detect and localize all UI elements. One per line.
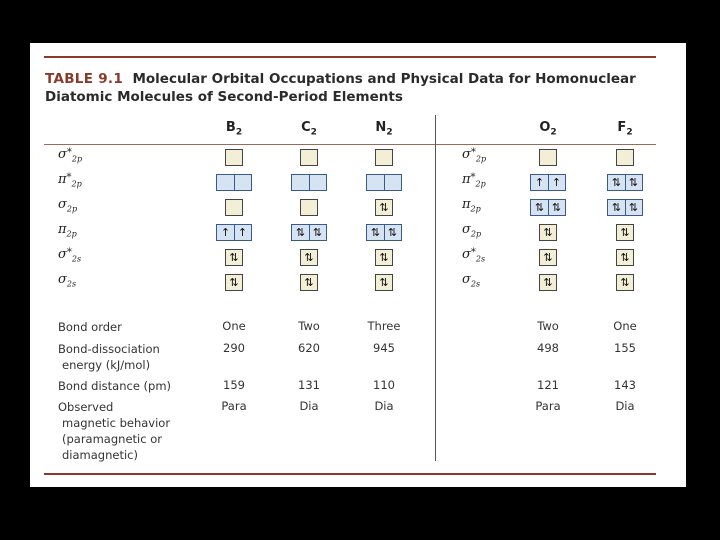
orbital-box-F2-1 [607,174,643,191]
left-orbital-label-4 [58,247,81,264]
bond_distance-label-0: Bond distance (pm) [58,379,172,393]
bond_distance-value-C2: 131 [298,378,320,392]
electron-slot: ⇅ [387,226,398,239]
orbital-subscript: 2s [71,254,82,264]
magnetic-value-N2: Dia [374,399,394,413]
orbital-star: * [470,172,476,183]
bond_order-value-B2: One [222,319,246,333]
magnetic-value-F2: Dia [615,399,635,413]
orbital-symbol: π [58,172,67,187]
right-orbital-label-5 [462,272,480,289]
right-orbital-label-2 [462,197,481,214]
orbital-subscript: 2p [71,154,83,164]
orbital-box-C2-1 [291,174,327,191]
orbital-subscript: 2s [475,254,486,264]
bde-value-F2: 155 [614,341,636,355]
top-rule [44,56,656,58]
molecule-header-F2 [595,120,655,138]
bond_distance-value-B2: 159 [223,378,245,392]
orbital-box-C2-3 [291,224,327,241]
orbital-box-O2-5: ⇅ [539,274,557,291]
orbital-box-C2-5: ⇅ [300,274,318,291]
orbital-symbol: π [462,197,471,212]
orbital-box-N2-3 [366,224,402,241]
bond_order-value-O2: Two [537,319,559,333]
orbital-box-O2-0 [539,149,557,166]
left-orbital-label-2 [58,197,77,214]
orbital-box-B2-0 [225,149,243,166]
orbital-box-B2-3 [216,224,252,241]
molecule-subscript: 2 [235,127,243,138]
molecule-header-C2 [279,120,339,138]
electron-slot: ⇅ [628,201,639,214]
electron-slot: ⇅ [531,200,549,215]
orbital-box-O2-2 [530,199,566,216]
table-title [45,70,636,106]
orbital-subscript: 2p [71,179,82,189]
orbital-symbol: σ [462,247,471,262]
molecule-subscript: 2 [550,127,557,138]
right-orbital-label-4 [462,247,485,264]
orbital-star: * [66,147,72,158]
electron-slot: ⇅ [628,176,639,189]
orbital-box-B2-2 [225,199,243,216]
orbital-symbol: σ [58,197,67,212]
bond_distance-value-N2: 110 [373,378,395,392]
left-orbital-label-3 [58,222,77,239]
molecule-header-O2 [518,120,578,138]
orbital-box-F2-2 [607,199,643,216]
bond_order-value-F2: One [613,319,637,333]
electron-slot [292,175,310,190]
orbital-box-B2-5: ⇅ [225,274,243,291]
orbital-subscript: 2p [66,229,77,239]
orbital-subscript: 2p [475,154,487,164]
left-orbital-label-5 [58,272,76,289]
left-orbital-label-0 [58,147,82,164]
orbital-symbol: σ [462,222,471,237]
molecule-header-B2 [204,120,264,138]
electron-slot [217,175,235,190]
bde-value-C2: 620 [298,341,320,355]
electron-slot [384,175,401,190]
electron-slot: ↑ [551,176,562,189]
magnetic-label-3: diamagnetic) [62,448,138,462]
orbital-symbol: σ [462,147,471,162]
bond_distance-value-F2: 143 [614,378,636,392]
bde-value-B2: 290 [223,341,245,355]
title-line-2: Diatomic Molecules of Second-Period Elements [45,89,403,105]
electron-slot [309,175,326,190]
orbital-subscript: 2s [470,279,481,289]
orbital-subscript: 2p [470,229,482,239]
header-rule [44,144,656,145]
orbital-subscript: 2p [66,204,78,214]
orbital-box-N2-5: ⇅ [375,274,393,291]
magnetic-value-B2: Para [221,399,247,413]
orbital-symbol: π [58,222,67,237]
bde-value-O2: 498 [537,341,559,355]
molecule-symbol: B [225,120,236,135]
electron-slot: ↑ [237,226,248,239]
orbital-symbol: σ [462,272,471,287]
orbital-star: * [470,147,476,158]
slide [30,43,686,487]
bond_order-value-N2: Three [367,319,401,333]
orbital-box-F2-5: ⇅ [616,274,634,291]
right-orbital-label-0 [462,147,486,164]
orbital-box-N2-2: ⇅ [375,199,393,216]
electron-slot: ⇅ [367,225,385,240]
orbital-box-F2-4: ⇅ [616,249,634,266]
electron-slot [367,175,385,190]
bottom-rule [44,473,656,475]
orbital-subscript: 2s [66,279,77,289]
orbital-box-B2-1 [216,174,252,191]
orbital-box-N2-0 [375,149,393,166]
orbital-star: * [66,172,72,183]
magnetic-label-2: (paramagnetic or [62,432,162,446]
orbital-star: * [470,247,476,258]
magnetic-label-0: Observed [58,400,114,414]
orbital-box-C2-2 [300,199,318,216]
bde-label-1: energy (kJ/mol) [62,358,151,372]
orbital-star: * [66,247,72,258]
orbital-box-F2-0 [616,149,634,166]
table-label: TABLE 9.1 [45,71,124,87]
orbital-box-F2-3: ⇅ [616,224,634,241]
column-divider [435,115,436,461]
molecule-symbol: C [301,120,311,135]
right-orbital-label-1 [462,172,486,189]
magnetic-value-C2: Dia [299,399,319,413]
molecule-symbol: F [617,120,627,135]
orbital-symbol: π [462,172,471,187]
bde-value-N2: 945 [373,341,395,355]
orbital-box-C2-0 [300,149,318,166]
orbital-symbol: σ [58,247,67,262]
orbital-box-B2-4: ⇅ [225,249,243,266]
orbital-box-C2-4: ⇅ [300,249,318,266]
electron-slot: ↑ [217,225,235,240]
orbital-symbol: σ [58,272,67,287]
molecule-symbol: N [375,120,387,135]
orbital-box-O2-3: ⇅ [539,224,557,241]
electron-slot: ⇅ [292,225,310,240]
bond_order-label-0: Bond order [58,320,122,334]
electron-slot: ⇅ [608,175,626,190]
bond_order-value-C2: Two [298,319,320,333]
orbital-subscript: 2p [475,179,486,189]
molecule-header-N2 [354,120,414,138]
molecule-symbol: O [539,120,551,135]
orbital-box-O2-1 [530,174,566,191]
electron-slot: ⇅ [312,226,323,239]
molecule-subscript: 2 [310,127,317,138]
orbital-box-O2-4: ⇅ [539,249,557,266]
molecule-subscript: 2 [626,127,633,138]
orbital-subscript: 2p [470,204,481,214]
electron-slot: ↑ [531,175,549,190]
left-orbital-label-1 [58,172,82,189]
magnetic-label-1: magnetic behavior [62,416,171,430]
title-line-1: Molecular Orbital Occupations and Physical Data for Homonuclear [132,71,636,87]
right-orbital-label-3 [462,222,481,239]
bde-label-0: Bond-dissociation [58,342,160,356]
bond_distance-value-O2: 121 [537,378,559,392]
electron-slot [234,175,251,190]
orbital-box-N2-4: ⇅ [375,249,393,266]
magnetic-value-O2: Para [535,399,561,413]
orbital-box-N2-1 [366,174,402,191]
electron-slot: ⇅ [608,200,626,215]
molecule-subscript: 2 [386,127,393,138]
electron-slot: ⇅ [551,201,562,214]
orbital-symbol: σ [58,147,67,162]
